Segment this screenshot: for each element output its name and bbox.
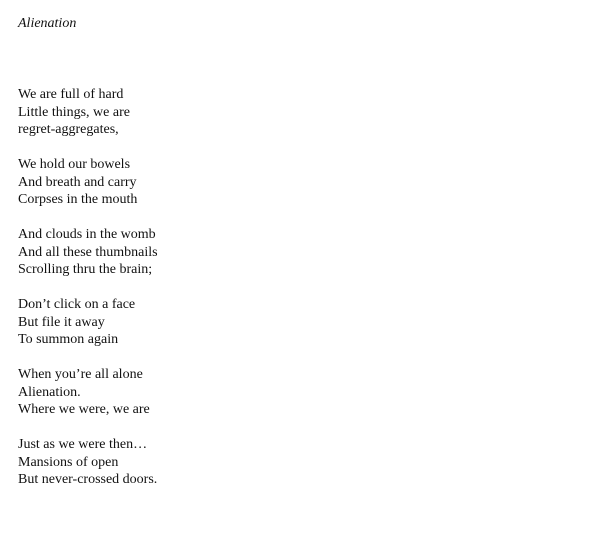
poem-line: And breath and carry bbox=[18, 174, 137, 190]
stanza bbox=[18, 226, 158, 279]
poem-line: But file it away bbox=[18, 314, 105, 330]
poem-line: We hold our bowels bbox=[18, 157, 131, 172]
poem-title: Alienation bbox=[18, 16, 77, 31]
stanza bbox=[18, 436, 158, 489]
poem-line: To summon again bbox=[18, 332, 119, 347]
poem-line: Alienation. bbox=[18, 384, 81, 400]
poem-line: But never-crossed doors. bbox=[18, 472, 158, 487]
poem-line: We are full of hard bbox=[18, 87, 124, 102]
poem-line: When you’re all alone bbox=[18, 367, 143, 382]
stanza bbox=[18, 366, 158, 419]
poem-line: Don’t click on a face bbox=[18, 297, 136, 312]
poem-line: Corpses in the mouth bbox=[18, 192, 138, 207]
poem-body bbox=[18, 86, 158, 506]
poem-line: Where we were, we are bbox=[18, 402, 150, 417]
poem-line: Just as we were then… bbox=[18, 437, 148, 452]
poem-line: Little things, we are bbox=[18, 104, 130, 120]
poem-line: And all these thumbnails bbox=[18, 244, 158, 260]
stanza bbox=[18, 296, 158, 349]
stanza bbox=[18, 156, 158, 209]
poem-line: regret-aggregates, bbox=[18, 122, 119, 137]
stanza bbox=[18, 86, 158, 139]
poem-line: Scrolling thru the brain; bbox=[18, 262, 153, 277]
poem-line: Mansions of open bbox=[18, 454, 119, 470]
poem-line: And clouds in the womb bbox=[18, 227, 156, 242]
